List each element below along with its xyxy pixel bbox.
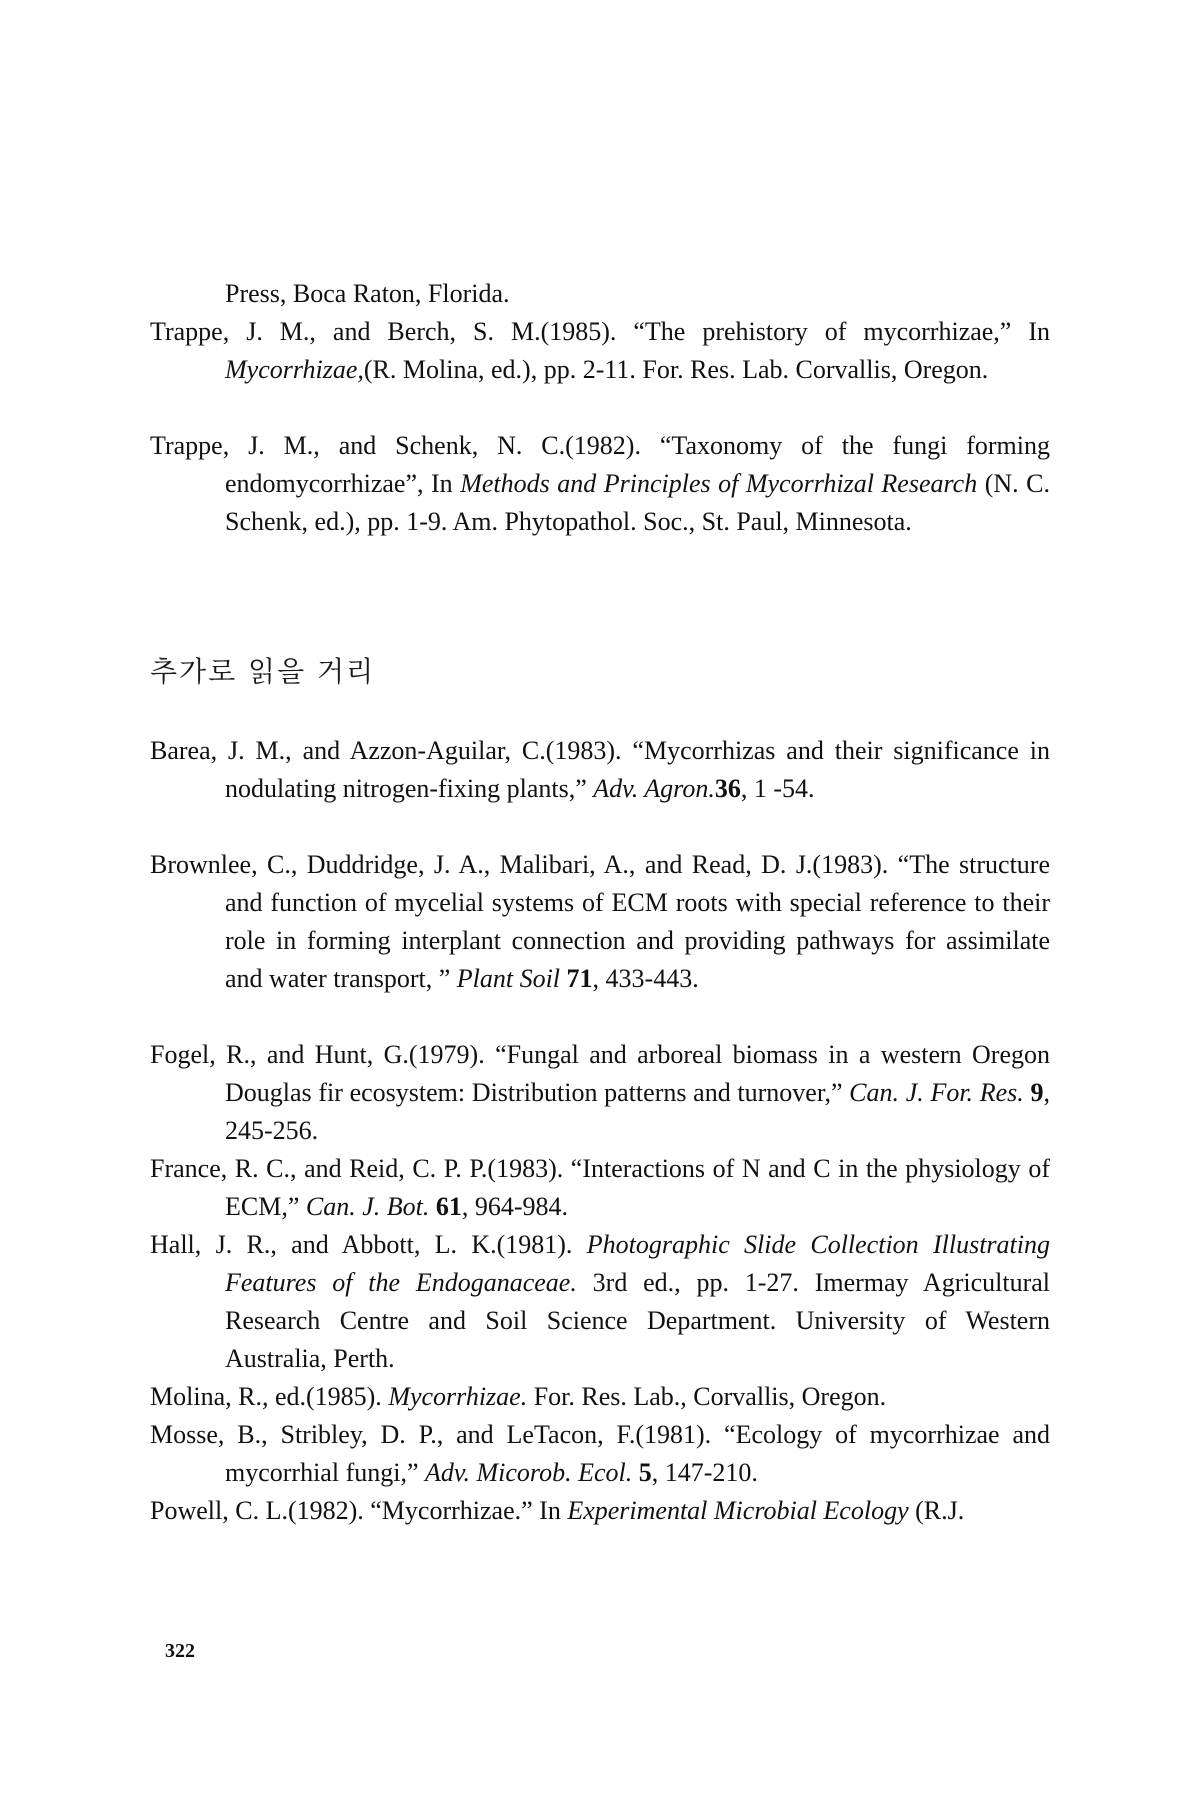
reference-lead: Powell, C. L.(1982). “Mycorrhizae.” In [150,1496,568,1525]
reference-volume: 61 [429,1192,462,1221]
reference-journal: Plant Soil [456,964,561,993]
reference-journal: Can. J. Bot. [305,1192,430,1221]
further-reading-entry [150,846,1050,998]
reference-volume: 5 [632,1458,652,1487]
reference-volume: 71 [560,964,593,993]
reference-lead: Barea, J. M., and Azzon-Aguilar, C.(1983). “Mycorrhizas and their significance in nodulating nitrogen-fixing plants,” [150,736,1050,803]
further-reading-entry [150,732,1050,808]
reference-pages: , 147-210. [651,1458,758,1487]
reference-lead: Brownlee, C., Duddridge, J. A., Malibari, A., and Read, D. J.(1983). “The structure and function of mycelial systems of ECM roots with special reference to their role in forming interplant connection and providing pathways for assimilate and water transport, ” [150,850,1050,993]
reference-pages: , 964-984. [461,1192,569,1221]
reference-text: Press, Boca Raton, Florida. [225,279,510,308]
reference-pages: , 245-256. [225,1078,1050,1145]
reference-pages: (R.J. [908,1496,965,1525]
reference-journal: Adv. Micorob. Ecol. [425,1458,633,1487]
reference-book-title: Photographic Slide Collection Illustrating Features of the Endoganaceae. [225,1230,1051,1297]
reference-entry [150,313,1050,389]
section-heading: 추가로 읽을 거리 [150,655,376,688]
reference-lead: France, R. C., and Reid, C. P. P.(1983). “Interactions of N and C in the physiology of ECM,” [150,1154,1050,1221]
reference-pages: 3rd ed., pp. 1-27. Imermay Agricultural Research Centre and Soil Science Department. University of Western Australia, Perth. [225,1268,1050,1373]
reference-tail: (R. Molina, ed.), pp. 2-11. For. Res. Lab. Corvallis, Oregon. [363,355,989,384]
further-reading-entry [150,1416,1050,1492]
reference-continuation [150,275,1050,313]
reference-book-title: Experimental Microbial Ecology [567,1496,909,1525]
reference-lead: Fogel, R., and Hunt, G.(1979). “Fungal and arboreal biomass in a western Oregon Douglas fir ecosystem: Distribution patterns and turnover,” [150,1040,1050,1107]
reference-lead: Trappe, J. M., and Schenk, N. C.(1982). “Taxonomy of the fungi forming endomycorrhizae”, In [150,431,1050,498]
reference-journal: Can. J. For. Res. [849,1078,1024,1107]
reference-lead: Trappe, J. M., and Berch, S. M.(1985). “The prehistory of mycorrhizae,” In [150,317,1050,346]
reference-pages: For. Res. Lab., Corvallis, Oregon. [527,1382,887,1411]
reference-lead: Hall, J. R., and Abbott, L. K.(1981). [150,1230,587,1259]
reference-title: Methods and Principles of Mycorrhizal Research [460,469,978,498]
reference-volume: 9 [1023,1078,1044,1107]
reference-lead: Mosse, B., Stribley, D. P., and LeTacon, F.(1981). “Ecology of mycorrhizae and mycorrhial fungi,” [150,1420,1050,1487]
further-reading-entry [150,1036,1050,1150]
further-reading-entry [150,1226,1050,1378]
reference-journal: Adv. Agron. [593,774,715,803]
reference-pages: , 433-443. [592,964,699,993]
reference-pages: , 1 -54. [740,774,815,803]
further-reading-entry [150,1378,1050,1416]
further-reading-entry [150,1492,1050,1530]
further-reading-entry [150,1150,1050,1226]
reference-tail: (N. C. Schenk, ed.), pp. 1-9. Am. Phytopathol. Soc., St. Paul, Minnesota. [225,469,1050,536]
reference-lead: Molina, R., ed.(1985). [150,1382,389,1411]
reference-volume: 36 [714,774,741,803]
page-number: 322 [165,1640,195,1662]
reference-title: Mycorrhizae, [225,355,364,384]
reference-book-title: Mycorrhizae. [388,1382,528,1411]
reference-entry [150,427,1050,541]
